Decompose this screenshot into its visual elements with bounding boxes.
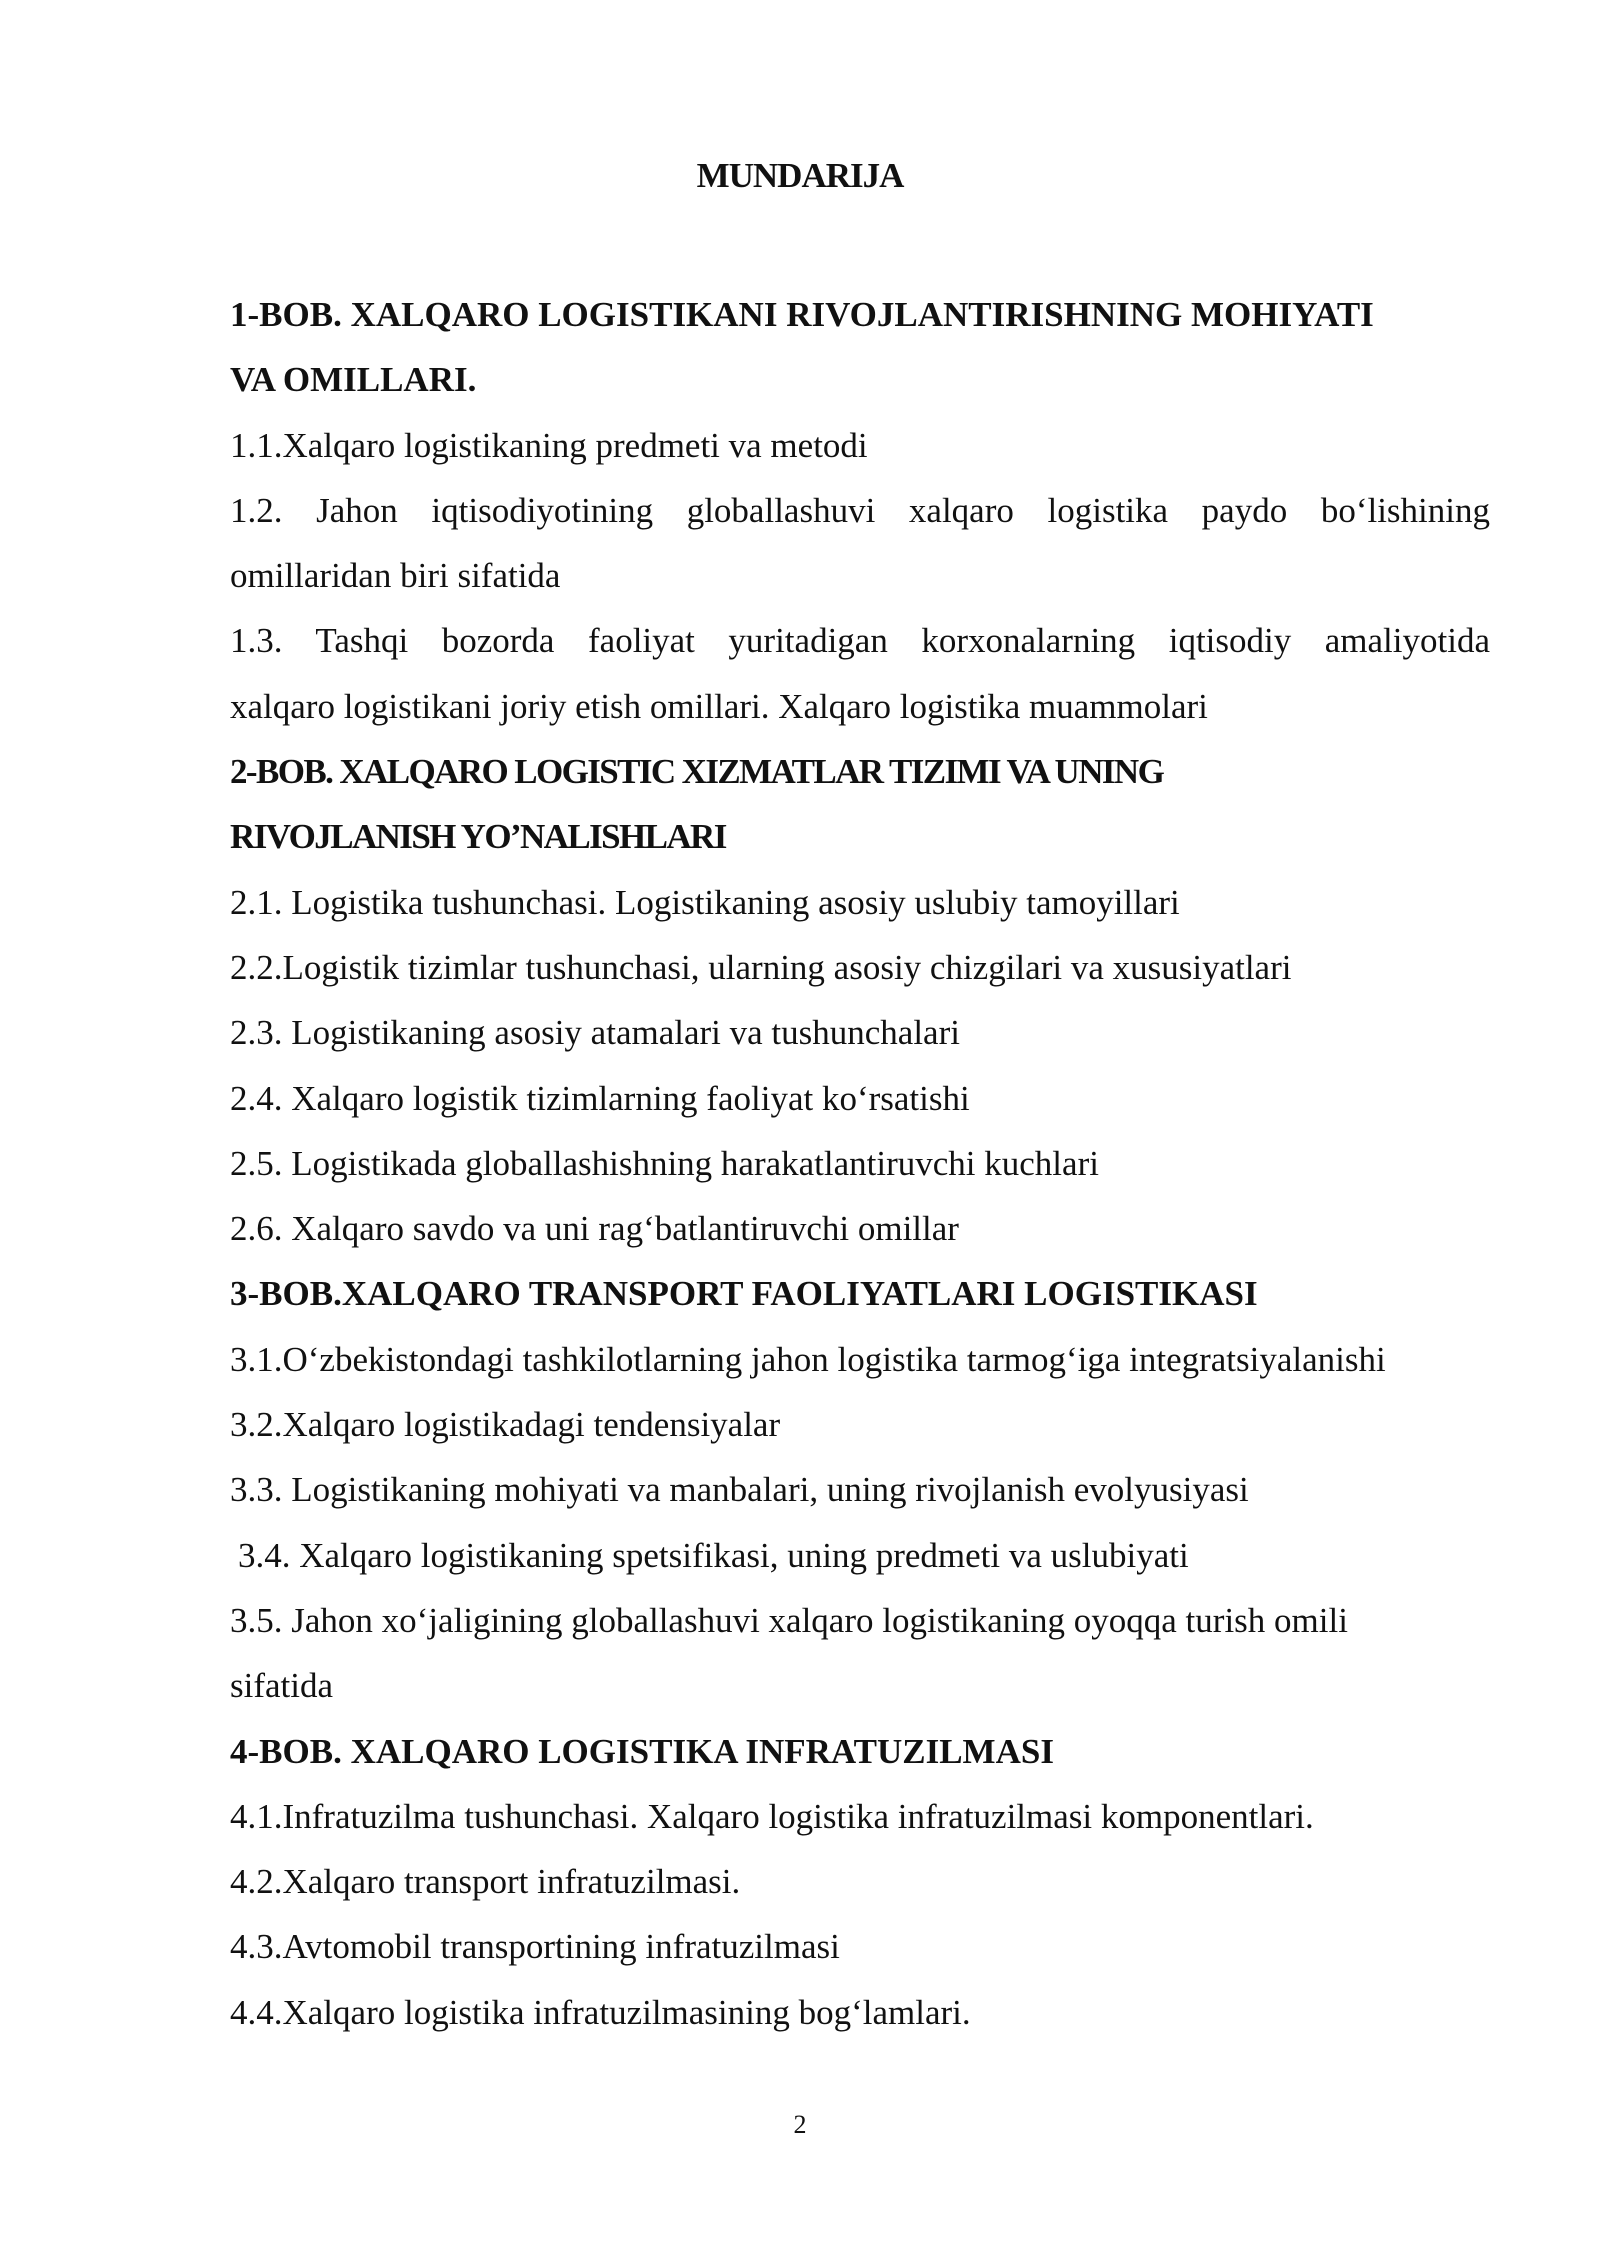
section-4-1: 4.1.Infratuzilma tushunchasi. Xalqaro logistika infratuzilmasi komponentlari. [230, 1796, 1314, 1836]
chapter-2-heading-line-1: 2-BOB. XALQARO LOGISTIC XIZMATLAR TIZIMI VA UNING [230, 752, 1164, 792]
page-number: 2 [793, 2110, 807, 2139]
section-2-5: 2.5. Logistikada globallashishning harakatlantiruvchi kuchlari [230, 1143, 1099, 1183]
section-1-2-line-1: 1.2. Jahon iqtisodiyotining globallashuvi xalqaro logistika paydo bo‘lishining [230, 490, 1490, 530]
chapter-2-heading-line-2: RIVOJLANISH YO’NALISHLARI [230, 817, 726, 857]
section-2-4: 2.4. Xalqaro logistik tizimlarning faoliyat ko‘rsatishi [230, 1078, 970, 1118]
section-2-3: 2.3. Logistikaning asosiy atamalari va tushunchalari [230, 1013, 960, 1053]
chapter-3-heading: 3-BOB.XALQARO TRANSPORT FAOLIYATLARI LOGISTIKASI [230, 1274, 1258, 1314]
section-3-5-line-2: sifatida [230, 1666, 334, 1706]
section-3-2: 3.2.Xalqaro logistikadagi tendensiyalar [230, 1405, 781, 1445]
page-title: MUNDARIJA [696, 156, 904, 195]
section-3-1: 3.1.O‘zbekistondagi tashkilotlarning jahon logistika tarmog‘iga integratsiyalanishi [230, 1339, 1386, 1379]
chapter-4-heading: 4-BOB. XALQARO LOGISTIKA INFRATUZILMASI [230, 1731, 1054, 1771]
section-3-4: 3.4. Xalqaro logistikaning spetsifikasi, uning predmeti va uslubiyati [238, 1535, 1189, 1575]
section-4-4: 4.4.Xalqaro logistika infratuzilmasining bog‘lamlari. [230, 1992, 971, 2032]
section-1-3-line-2: xalqaro logistikani joriy etish omillari. Xalqaro logistika muammolari [230, 686, 1208, 726]
section-2-2: 2.2.Logistik tizimlar tushunchasi, ularning asosiy chizgilari va xususiyatlari [230, 947, 1292, 987]
section-2-6: 2.6. Xalqaro savdo va uni rag‘batlantiruvchi omillar [230, 1209, 959, 1249]
section-4-2: 4.2.Xalqaro transport infratuzilmasi. [230, 1862, 741, 1902]
section-3-3: 3.3. Logistikaning mohiyati va manbalari, uning rivojlanish evolyusiyasi [230, 1470, 1249, 1510]
section-2-1: 2.1. Logistika tushunchasi. Logistikaning asosiy uslubiy tamoyillari [230, 882, 1180, 922]
section-3-5-line-1: 3.5. Jahon xo‘jaligining globallashuvi xalqaro logistikaning oyoqqa turish omili [230, 1600, 1348, 1640]
chapter-1-heading-line-1: 1-BOB. XALQARO LOGISTIKANI RIVOJLANTIRISHNING MOHIYATI [230, 295, 1374, 334]
section-1-3-line-1: 1.3. Tashqi bozorda faoliyat yuritadigan korxonalarning iqtisodiy amaliyotida [230, 621, 1490, 661]
section-1-2-line-2: omillaridan biri sifatida [230, 556, 561, 596]
section-4-3: 4.3.Avtomobil transportining infratuzilmasi [230, 1927, 840, 1967]
section-1-1: 1.1.Xalqaro logistikaning predmeti va metodi [230, 425, 868, 465]
table-of-contents [230, 282, 1490, 2045]
chapter-1-heading-line-2: VA OMILLARI. [230, 360, 477, 400]
